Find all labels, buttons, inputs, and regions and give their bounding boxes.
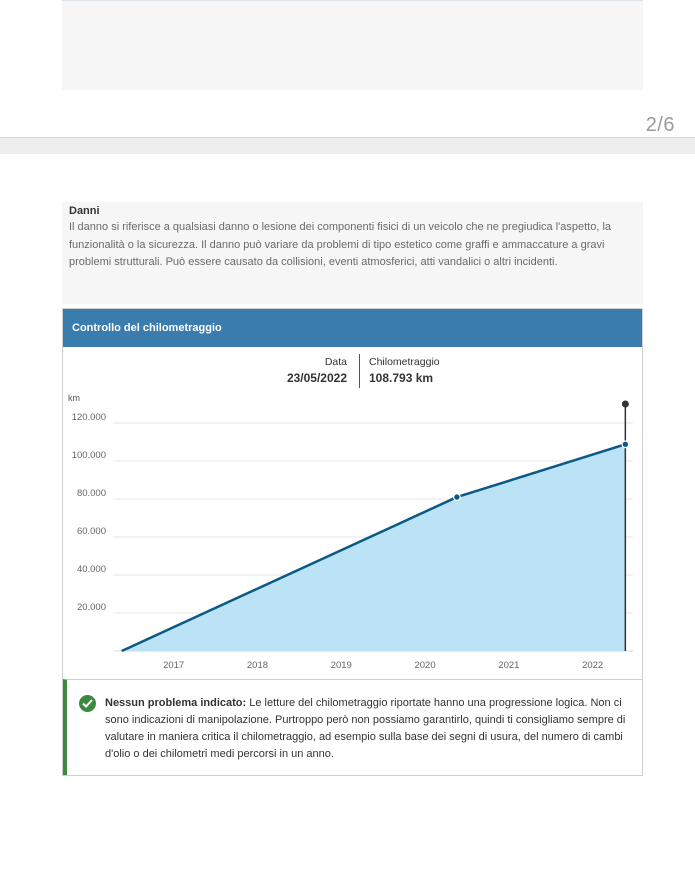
tooltip-km xyxy=(361,354,440,386)
status-notice xyxy=(63,679,642,775)
notice-strong: Nessun problema indicato: xyxy=(105,697,247,709)
tooltip-date xyxy=(287,354,353,386)
y-tick-label: 20.000 xyxy=(76,602,106,613)
tooltip-divider xyxy=(359,354,360,388)
data-point xyxy=(454,494,461,501)
crosshair-handle xyxy=(622,401,629,408)
x-tick-label: 2019 xyxy=(330,660,352,671)
x-tick-label: 2018 xyxy=(246,660,269,671)
y-tick-label: 60.000 xyxy=(76,526,106,537)
mileage-check-card xyxy=(62,308,643,776)
notice-body: Le letture del chilometraggio riportate hanno una progressione logica. Non ci sono indicazioni di manipolazione. Purtroppo però non possiamo garantirlo, quindi ti consigliamo sempre di valutare in maniera critica il chilometraggio, ad esempio sulla base dei segni di usura, del numero di cambi d'olio o dei chilometri medi percorsi in un anno. xyxy=(105,697,626,760)
x-tick-label: 2020 xyxy=(414,660,436,671)
y-tick-label: 40.000 xyxy=(76,564,106,575)
y-tick-label: 100.000 xyxy=(71,450,106,461)
tooltip-date-label: Data xyxy=(324,356,347,368)
data-point xyxy=(622,441,629,448)
danni-section xyxy=(62,202,643,304)
mileage-card-title: Controllo del chilometraggio xyxy=(63,309,642,347)
chart-tooltip xyxy=(271,354,441,390)
previous-section-card xyxy=(62,0,643,90)
danni-title: Danni xyxy=(69,205,100,217)
check-circle-icon xyxy=(79,695,96,712)
notice-text xyxy=(105,695,631,763)
x-tick-label: 2017 xyxy=(163,660,185,671)
mileage-area xyxy=(122,444,626,651)
tooltip-date-value: 23/05/2022 xyxy=(286,371,347,385)
page-counter: 2/6 xyxy=(645,114,675,136)
x-tick-label: 2022 xyxy=(582,660,604,671)
tooltip-km-value: 108.793 km xyxy=(369,371,434,385)
mileage-chart[interactable] xyxy=(63,389,642,679)
tooltip-km-label: Chilometraggio xyxy=(369,356,440,368)
danni-description: Il danno si riferisce a qualsiasi danno o lesione dei componenti fisici di un veicolo che ne pregiudica l'aspetto, la funzionalità o la sicurezza. Il danno può variare da problemi di tipo estetico come graffi e ammaccature a gravi problemi strutturali. Può essere causato da collisioni, eventi atmosferici, atti vandalici o altri incidenti. xyxy=(69,221,612,268)
y-tick-label: 120.000 xyxy=(71,412,106,423)
x-tick-label: 2021 xyxy=(498,660,520,671)
y-axis-unit-label: km xyxy=(68,393,80,403)
page-separator xyxy=(0,137,695,154)
y-tick-label: 80.000 xyxy=(76,488,106,499)
